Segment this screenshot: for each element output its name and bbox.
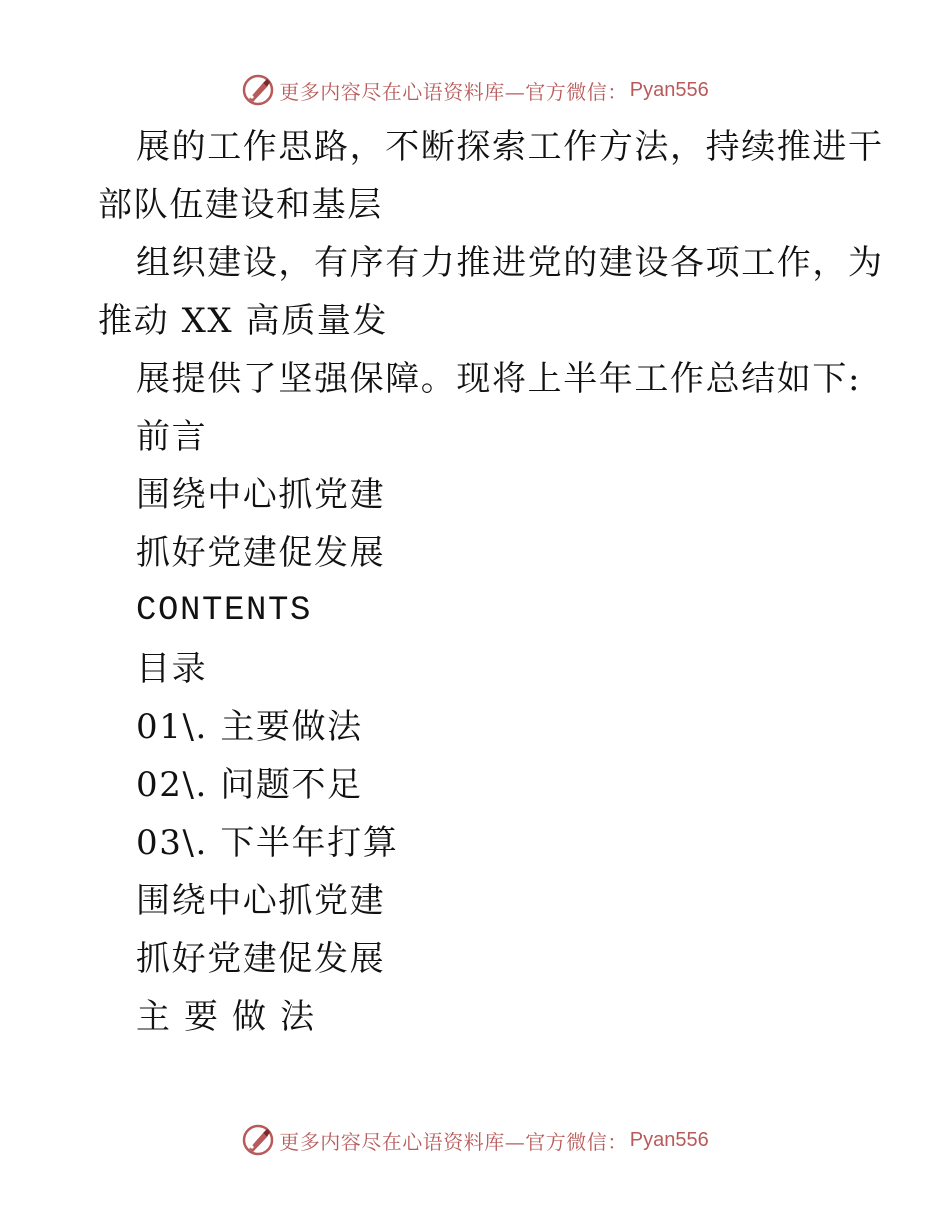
contents-label: CONTENTS [136,592,313,630]
slogan-line: 抓好党建促发展 [136,533,386,573]
slogan-line: 围绕中心抓党建 [136,475,386,515]
section-title: 主 要 做 法 [136,997,316,1037]
watermark-text: 更多内容尽在心语资料库—官方微信： [279,1129,628,1154]
body-line: 展的工作思路，不断探索工作方法，持续推进干 [136,127,884,167]
footer-watermark [0,1120,950,1160]
pen-logo-icon [241,73,275,107]
watermark-text: 更多内容尽在心语资料库—官方微信： [279,79,628,104]
body-line: 部队伍建设和基层 [98,185,383,225]
toc-item: 01\. 主要做法 [136,707,363,747]
toc-heading: 目录 [136,649,208,689]
watermark-wechat-id: Pyan556 [629,1128,709,1151]
section-heading: 前言 [136,417,208,457]
toc-item: 02\. 问题不足 [136,765,363,805]
slogan-line: 围绕中心抓党建 [136,881,386,921]
slogan-line: 抓好党建促发展 [136,939,386,979]
header-watermark [0,70,950,110]
pen-logo-icon [241,1123,275,1157]
body-line: 展提供了坚强保障。现将上半年工作总结如下: [136,359,862,399]
toc-item: 03\. 下半年打算 [136,823,399,863]
watermark-wechat-id: Pyan556 [629,78,709,101]
body-line: 组织建设，有序有力推进党的建设各项工作，为 [136,243,884,283]
body-line: 推动 XX 高质量发 [98,301,389,341]
document-body [98,118,884,1046]
